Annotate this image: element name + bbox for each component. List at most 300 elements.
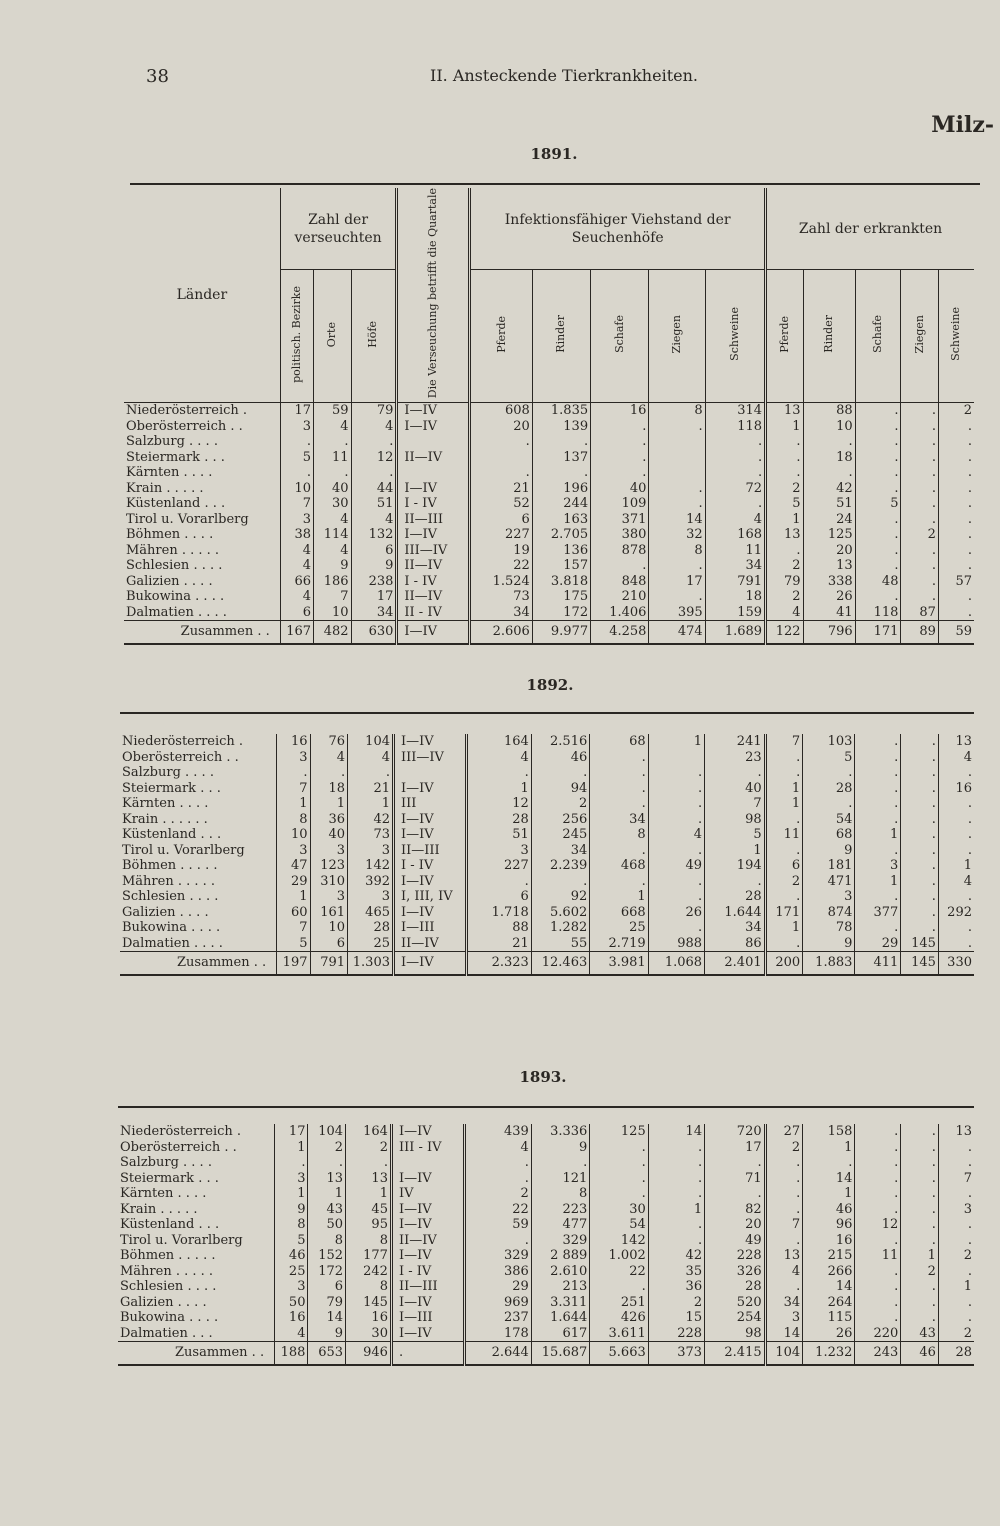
cell-erk-schafe: 377: [855, 905, 901, 921]
corner-catchword: Milz-: [931, 112, 994, 138]
table-row: [120, 734, 974, 750]
cell-erk-pferde: 14: [765, 1326, 803, 1342]
cell-orte: 3: [310, 843, 348, 859]
cell-pferde: 12: [467, 796, 532, 812]
cell-bezirke: 60: [277, 905, 310, 921]
cell-orte: 161: [310, 905, 348, 921]
cell-ziegen: 373: [648, 1342, 704, 1365]
cell-pferde: 227: [467, 858, 532, 874]
cell-erk-ziegen: 43: [901, 1326, 939, 1342]
cell-erk-rinder: .: [803, 796, 855, 812]
cell-hoefe: 465: [348, 905, 394, 921]
cell-hoefe: 45: [346, 1202, 392, 1218]
cell-pferde: 178: [465, 1326, 532, 1342]
table-row: [120, 936, 974, 952]
cell-erk-schweine: 2: [938, 1248, 974, 1264]
cell-quartale: II—IV: [391, 1233, 464, 1249]
cell-erk-rinder: 796: [803, 621, 855, 644]
cell-schweine: 2.415: [705, 1342, 766, 1365]
cell-pferde: .: [465, 1155, 532, 1171]
cell-quartale: III - IV: [391, 1140, 464, 1156]
cell-erk-schweine: 1: [938, 858, 974, 874]
cell-hoefe: 42: [348, 812, 394, 828]
cell-schweine: 791: [705, 574, 765, 590]
cell-pferde: 34: [470, 605, 532, 621]
cell-bezirke: 8: [277, 812, 310, 828]
cell-orte: 6: [310, 936, 348, 952]
cell-erk-schafe: .: [855, 450, 901, 466]
cell-erk-pferde: 1: [766, 512, 803, 528]
cell-erk-pferde: .: [765, 765, 803, 781]
cell-hoefe: 4: [351, 512, 397, 528]
cell-land: Galizien . . . .: [122, 904, 209, 920]
table-1892: [120, 734, 974, 976]
cell-rinder: 477: [531, 1217, 589, 1233]
cell-bezirke: 7: [277, 781, 310, 797]
cell-ziegen: 36: [648, 1279, 704, 1295]
cell-orte: 114: [314, 527, 351, 543]
cell-schweine: 2.401: [705, 952, 766, 975]
cell-orte: 186: [314, 574, 351, 590]
cell-land: Tirol u. Vorarlberg: [126, 511, 249, 527]
cell-quartale: II—III: [391, 1279, 464, 1295]
cell-schafe: 5.663: [590, 1342, 648, 1365]
cell-erk-rinder: 46: [803, 1202, 855, 1218]
cell-erk-schafe: .: [855, 512, 901, 528]
cell-rinder: 2.516: [531, 734, 589, 750]
cell-quartale: I - IV: [394, 858, 467, 874]
cell-rinder: .: [531, 874, 589, 890]
cell-ziegen: 15: [648, 1310, 704, 1326]
cell-land: Kärnten . . . .: [126, 465, 213, 481]
cell-pferde: 73: [470, 589, 532, 605]
cell-erk-ziegen: 2: [901, 1264, 939, 1280]
cell-quartale: I—IV: [397, 419, 470, 435]
cell-rinder: 2 889: [531, 1248, 589, 1264]
cell-schweine: 520: [705, 1295, 766, 1311]
cell-rinder: 223: [531, 1202, 589, 1218]
cell-erk-ziegen: .: [901, 1217, 939, 1233]
cell-bezirke: 3: [275, 1171, 308, 1187]
cell-bezirke: 1: [275, 1186, 308, 1202]
cell-erk-schafe: 3: [855, 858, 901, 874]
cell-hoefe: 73: [348, 827, 394, 843]
cell-hoefe: 3: [348, 889, 394, 905]
cell-schafe: 22: [590, 1264, 648, 1280]
cell-erk-ziegen: .: [901, 465, 938, 481]
cell-schafe: 1.002: [590, 1248, 648, 1264]
cell-erk-ziegen: .: [901, 496, 938, 512]
cell-quartale: I - IV: [391, 1264, 464, 1280]
cell-bezirke: 17: [275, 1124, 308, 1140]
cell-bezirke: 5: [280, 450, 313, 466]
cell-erk-schweine: 4: [938, 750, 974, 766]
cell-pferde: 4: [467, 750, 532, 766]
cell-erk-pferde: 1: [766, 419, 803, 435]
cell-quartale: I—IV: [391, 1202, 464, 1218]
cell-erk-pferde: 1: [765, 920, 803, 936]
cell-erk-pferde: .: [765, 1279, 803, 1295]
cell-erk-schweine: .: [938, 1186, 974, 1202]
cell-pferde: 6: [467, 889, 532, 905]
cell-schafe: 8: [590, 827, 648, 843]
cell-bezirke: 7: [277, 920, 310, 936]
cell-bezirke: 17: [280, 403, 313, 419]
cell-quartale: III: [394, 796, 467, 812]
cell-land: Dalmatien . . . .: [126, 604, 227, 620]
cell-land: Galizien . . . .: [120, 1294, 207, 1310]
cell-orte: 50: [308, 1217, 346, 1233]
table-row: [124, 434, 974, 450]
cell-erk-ziegen: .: [901, 1140, 939, 1156]
cell-quartale: I—IV: [394, 781, 467, 797]
cell-erk-rinder: 1.232: [803, 1342, 855, 1365]
cell-ziegen: .: [648, 843, 704, 859]
cell-hoefe: 21: [348, 781, 394, 797]
cell-ziegen: .: [648, 1217, 704, 1233]
cell-erk-ziegen: .: [901, 1279, 939, 1295]
cell-orte: 18: [310, 781, 348, 797]
cell-erk-pferde: 4: [765, 1264, 803, 1280]
cell-erk-rinder: 20: [803, 543, 855, 559]
cell-schafe: .: [590, 874, 648, 890]
cell-erk-schweine: 59: [938, 621, 974, 644]
cell-quartale: II—IV: [394, 936, 467, 952]
cell-erk-schweine: .: [938, 1295, 974, 1311]
cell-erk-ziegen: .: [901, 450, 938, 466]
cell-schafe: .: [590, 1140, 648, 1156]
cell-erk-schafe: .: [855, 1233, 901, 1249]
cell-erk-rinder: 41: [803, 605, 855, 621]
cell-schafe: 4.258: [591, 621, 649, 644]
cell-quartale: II—III: [397, 512, 470, 528]
cell-rinder: 2.610: [531, 1264, 589, 1280]
cell-bezirke: 29: [277, 874, 310, 890]
cell-hoefe: 1: [346, 1186, 392, 1202]
cell-erk-pferde: 1: [765, 781, 803, 797]
cell-hoefe: 28: [348, 920, 394, 936]
cell-erk-schafe: 29: [855, 936, 901, 952]
cell-erk-schweine: 57: [938, 574, 974, 590]
cell-pferde: .: [470, 465, 532, 481]
cell-erk-ziegen: .: [901, 1295, 939, 1311]
cell-erk-schafe: 118: [855, 605, 901, 621]
cell-hoefe: 1.303: [348, 952, 394, 975]
cell-schafe: .: [590, 796, 648, 812]
cell-rinder: 2: [531, 796, 589, 812]
cell-erk-schafe: .: [855, 1264, 901, 1280]
cell-quartale: II—IV: [397, 589, 470, 605]
table-row: [124, 543, 974, 559]
cell-pferde: .: [467, 874, 532, 890]
cell-erk-pferde: 13: [765, 1248, 803, 1264]
cell-erk-pferde: .: [765, 1233, 803, 1249]
cell-schweine: .: [705, 1155, 766, 1171]
cell-land: Bukowina . . . .: [120, 1310, 219, 1325]
cell-pferde: 237: [465, 1310, 532, 1326]
cell-land: Kärnten . . . .: [122, 796, 209, 811]
cell-erk-rinder: 51: [803, 496, 855, 512]
cell-schweine: 168: [705, 527, 765, 543]
cell-erk-rinder: 874: [803, 905, 855, 921]
cell-ziegen: [649, 450, 705, 466]
cell-pferde: 1.718: [467, 905, 532, 921]
cell-orte: 13: [308, 1171, 346, 1187]
cell-erk-rinder: 471: [803, 874, 855, 890]
cell-pferde: 3: [467, 843, 532, 859]
cell-bezirke: 46: [275, 1248, 308, 1264]
cell-pferde: 21: [467, 936, 532, 952]
cell-schweine: 118: [705, 419, 765, 435]
cell-erk-schafe: 411: [855, 952, 901, 975]
cell-land: Niederösterreich .: [126, 403, 248, 419]
col-header-ziegen: Ziegen: [649, 270, 705, 403]
cell-bezirke: 167: [280, 621, 313, 644]
cell-erk-pferde: 104: [765, 1342, 803, 1365]
cell-schafe: 668: [590, 905, 648, 921]
cell-erk-pferde: 2: [766, 558, 803, 574]
cell-hoefe: 8: [346, 1279, 392, 1295]
cell-ziegen: [649, 465, 705, 481]
cell-schafe: 3.981: [590, 952, 648, 975]
table-row: [124, 574, 974, 590]
cell-erk-schafe: 243: [855, 1342, 901, 1365]
cell-erk-schweine: .: [938, 450, 974, 466]
cell-pferde: 51: [467, 827, 532, 843]
cell-ziegen: 2: [648, 1295, 704, 1311]
cell-ziegen: 228: [648, 1326, 704, 1342]
cell-erk-rinder: 10: [803, 419, 855, 435]
cell-rinder: .: [532, 434, 590, 450]
table-row: [118, 1171, 974, 1187]
cell-quartale: I—IV: [394, 874, 467, 890]
cell-orte: 40: [314, 481, 351, 497]
cell-schweine: 49: [705, 1233, 766, 1249]
rule-1893: [118, 1106, 974, 1108]
cell-bezirke: .: [280, 434, 313, 450]
cell-erk-ziegen: .: [901, 874, 939, 890]
cell-erk-pferde: .: [765, 812, 803, 828]
cell-pferde: 164: [467, 734, 532, 750]
cell-schafe: 210: [591, 589, 649, 605]
cell-bezirke: 50: [275, 1295, 308, 1311]
cell-rinder: 9.977: [532, 621, 590, 644]
cell-ziegen: .: [648, 796, 704, 812]
cell-erk-pferde: 2: [765, 1140, 803, 1156]
table-row: [120, 812, 974, 828]
cell-quartale: II—IV: [397, 558, 470, 574]
cell-erk-pferde: 11: [765, 827, 803, 843]
cell-erk-ziegen: 2: [901, 527, 938, 543]
cell-schafe: 3.611: [590, 1326, 648, 1342]
cell-quartale: I, III, IV: [394, 889, 467, 905]
cell-bezirke: 6: [280, 605, 313, 621]
cell-erk-pferde: 34: [765, 1295, 803, 1311]
cell-hoefe: 6: [351, 543, 397, 559]
cell-erk-rinder: 181: [803, 858, 855, 874]
cell-bezirke: 47: [277, 858, 310, 874]
cell-orte: 4: [314, 543, 351, 559]
cell-erk-schafe: 171: [855, 621, 901, 644]
table-row: [124, 605, 974, 621]
cell-erk-rinder: .: [803, 465, 855, 481]
cell-erk-rinder: .: [803, 1155, 855, 1171]
cell-schafe: .: [590, 765, 648, 781]
cell-rinder: 1.835: [532, 403, 590, 419]
cell-schafe: .: [590, 1171, 648, 1187]
cell-orte: 310: [310, 874, 348, 890]
table-row: [118, 1155, 974, 1171]
cell-rinder: 137: [532, 450, 590, 466]
cell-erk-ziegen: 89: [901, 621, 938, 644]
cell-erk-schafe: .: [855, 558, 901, 574]
cell-erk-pferde: .: [766, 543, 803, 559]
cell-land: Böhmen . . . . .: [120, 1248, 216, 1263]
cell-bezirke: 10: [280, 481, 313, 497]
cell-schweine: 17: [705, 1140, 766, 1156]
cell-erk-schafe: .: [855, 889, 901, 905]
cell-rinder: 1.282: [531, 920, 589, 936]
col-header-hoefe: Höfe: [351, 270, 397, 403]
cell-erk-pferde: .: [765, 889, 803, 905]
cell-schafe: 30: [590, 1202, 648, 1218]
cell-schweine: .: [705, 450, 765, 466]
cell-erk-pferde: 5: [766, 496, 803, 512]
cell-ziegen: 8: [649, 543, 705, 559]
cell-ziegen: 32: [649, 527, 705, 543]
cell-erk-schafe: 1: [855, 827, 901, 843]
cell-hoefe: 4: [348, 750, 394, 766]
cell-erk-schweine: .: [938, 843, 974, 859]
cell-quartale: I—IV: [394, 812, 467, 828]
cell-rinder: 9: [531, 1140, 589, 1156]
cell-erk-rinder: 14: [803, 1171, 855, 1187]
cell-hoefe: 142: [348, 858, 394, 874]
cell-ziegen: 17: [649, 574, 705, 590]
cell-pferde: 2.323: [467, 952, 532, 975]
year-heading-1892: 1892.: [526, 676, 574, 694]
cell-orte: .: [314, 434, 351, 450]
cell-erk-schafe: .: [855, 843, 901, 859]
cell-ziegen: .: [648, 1186, 704, 1202]
cell-orte: .: [314, 465, 351, 481]
cell-schweine: .: [705, 465, 765, 481]
cell-schafe: 25: [590, 920, 648, 936]
cell-schafe: .: [590, 1155, 648, 1171]
cell-erk-schafe: .: [855, 589, 901, 605]
table-row: [118, 1248, 974, 1264]
cell-orte: 1: [308, 1186, 346, 1202]
cell-ziegen: .: [648, 1155, 704, 1171]
cell-rinder: 34: [531, 843, 589, 859]
cell-ziegen: 49: [648, 858, 704, 874]
cell-erk-schafe: .: [855, 543, 901, 559]
cell-land: Böhmen . . . . .: [122, 858, 218, 873]
cell-quartale: I—IV: [394, 734, 467, 750]
cell-hoefe: 392: [348, 874, 394, 890]
cell-erk-ziegen: .: [901, 889, 939, 905]
top-rule: [130, 183, 980, 185]
cell-quartale: I—IV: [391, 1124, 464, 1140]
cell-bezirke: .: [277, 765, 310, 781]
cell-schweine: 34: [705, 558, 765, 574]
cell-schweine: 720: [705, 1124, 766, 1140]
cell-schweine: 28: [705, 889, 766, 905]
cell-ziegen: .: [648, 1171, 704, 1187]
cell-erk-schafe: .: [855, 796, 901, 812]
cell-erk-schweine: .: [938, 419, 974, 435]
cell-erk-schafe: .: [855, 1186, 901, 1202]
table-row: [120, 905, 974, 921]
table-row: [118, 1279, 974, 1295]
cell-quartale: I - IV: [397, 574, 470, 590]
cell-bezirke: .: [280, 465, 313, 481]
cell-land: Salzburg . . . .: [126, 434, 218, 450]
cell-schafe: 371: [591, 512, 649, 528]
cell-erk-pferde: 2: [766, 481, 803, 497]
cell-ziegen: 14: [648, 1124, 704, 1140]
cell-erk-rinder: 16: [803, 1233, 855, 1249]
cell-rinder: 244: [532, 496, 590, 512]
cell-quartale: I—IV: [391, 1326, 464, 1342]
cell-erk-rinder: 125: [803, 527, 855, 543]
cell-hoefe: .: [351, 465, 397, 481]
cell-land: Mähren . . . . .: [126, 542, 220, 558]
cell-hoefe: 16: [346, 1310, 392, 1326]
cell-ziegen: .: [649, 589, 705, 605]
cell-quartale: IV: [391, 1186, 464, 1202]
table-row: [120, 874, 974, 890]
cell-erk-schweine: .: [938, 796, 974, 812]
cell-erk-schweine: .: [938, 827, 974, 843]
cell-schweine: 40: [705, 781, 766, 797]
cell-pferde: 2: [465, 1186, 532, 1202]
cell-schweine: 7: [705, 796, 766, 812]
cell-pferde: 59: [465, 1217, 532, 1233]
cell-erk-ziegen: .: [901, 827, 939, 843]
cell-land: Steiermark . . .: [120, 1170, 219, 1186]
cell-pferde: 1.524: [470, 574, 532, 590]
cell-orte: 11: [314, 450, 351, 466]
cell-schweine: 4: [705, 512, 765, 528]
cell-rinder: 329: [531, 1233, 589, 1249]
cell-schafe: 848: [591, 574, 649, 590]
cell-schweine: .: [705, 1186, 766, 1202]
cell-hoefe: 8: [346, 1233, 392, 1249]
cell-rinder: 1.644: [531, 1310, 589, 1326]
cell-bezirke: 3: [280, 419, 313, 435]
cell-erk-pferde: .: [765, 936, 803, 952]
cell-bezirke: 3: [280, 512, 313, 528]
cell-erk-rinder: 13: [803, 558, 855, 574]
cell-schafe: 1.406: [591, 605, 649, 621]
col-header-erk-pferde: Pferde: [766, 270, 803, 403]
cell-erk-schafe: .: [855, 481, 901, 497]
table-row: [124, 481, 974, 497]
cell-bezirke: 16: [275, 1310, 308, 1326]
cell-orte: 104: [308, 1124, 346, 1140]
cell-bezirke: 1: [275, 1140, 308, 1156]
cell-ziegen: .: [648, 1233, 704, 1249]
cell-hoefe: 4: [351, 419, 397, 435]
cell-erk-pferde: 7: [765, 1217, 803, 1233]
cell-erk-pferde: .: [765, 1186, 803, 1202]
cell-land: Krain . . . . .: [120, 1201, 198, 1217]
cell-erk-schafe: .: [855, 1171, 901, 1187]
cell-erk-rinder: 9: [803, 843, 855, 859]
cell-erk-ziegen: .: [901, 574, 938, 590]
cell-schafe: 878: [591, 543, 649, 559]
